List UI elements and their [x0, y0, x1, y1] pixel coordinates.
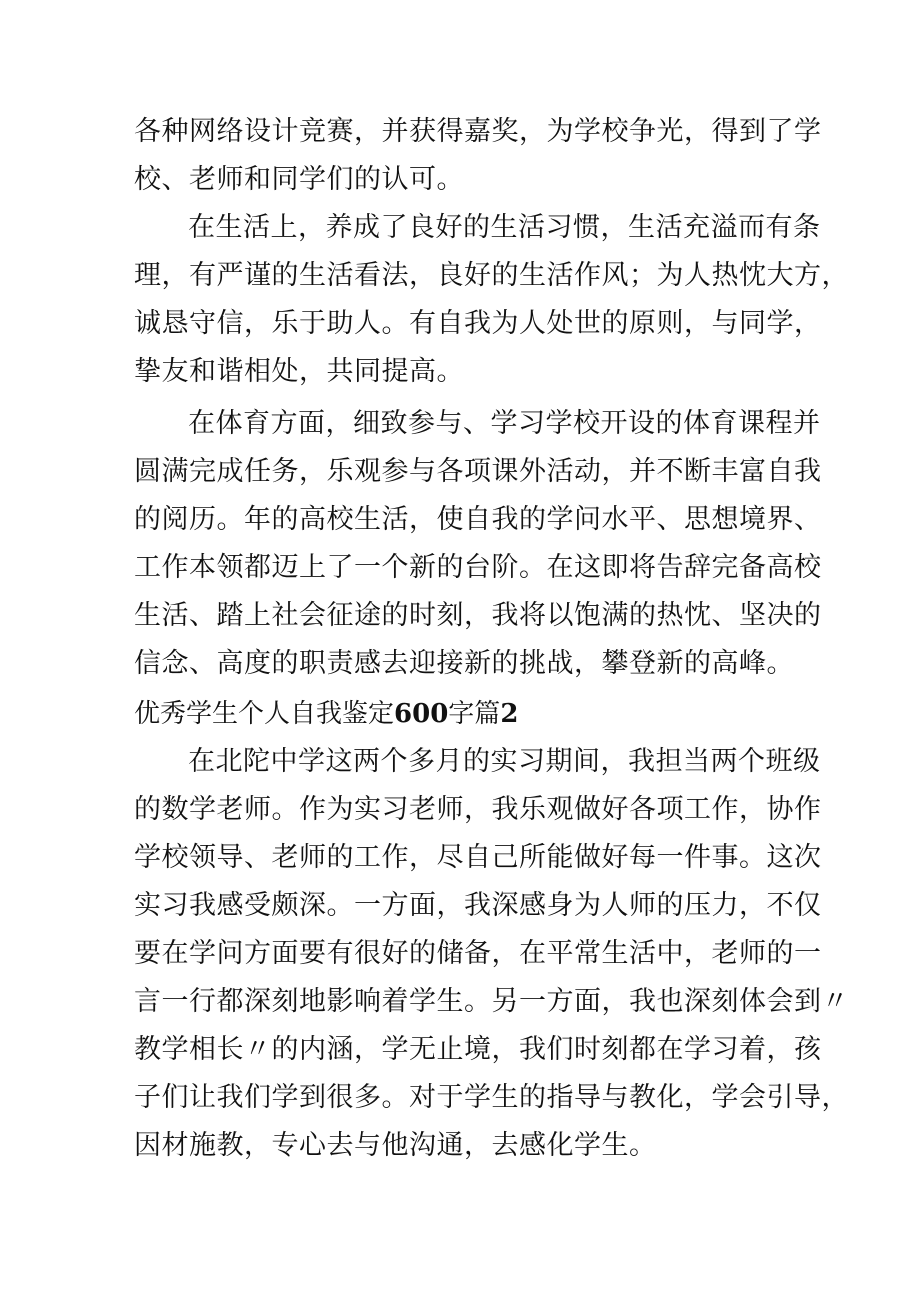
paragraph-life [134, 204, 849, 396]
text-line: 学校领导、老师的工作，尽自己所能做好每一件事。这次 [134, 842, 822, 873]
text-line: 子们让我们学到很多。对于学生的指导与教化，学会引导， [134, 1082, 849, 1113]
heading-number: 600 [394, 699, 449, 729]
text-line: 在北陀中学这两个多月的实习期间，我担当两个班级 [188, 746, 821, 777]
text-line: 挚友和谐相处，共同提高。 [134, 356, 464, 387]
text-line: 诚恳守信，乐于助人。有自我为人处世的原则，与同学， [134, 308, 822, 339]
text-line: 圆满完成任务，乐观参与各项课外活动，并不断丰富自我 [134, 456, 822, 487]
paragraph-competition [134, 108, 822, 204]
text-line: 信念、高度的职责感去迎接新的挑战，攀登新的高峰。 [134, 648, 794, 679]
text-line: 教学相长〃的内涵，学无止境，我们时刻都在学习着，孩 [134, 1034, 822, 1065]
text-line: 理，有严谨的生活看法，良好的生活作风；为人热忱大方， [134, 260, 849, 291]
heading-index: 2 [500, 699, 519, 729]
heading-prefix: 优秀学生个人自我鉴定 [134, 699, 395, 729]
text-line: 的阅历。年的高校生活，使自我的学问水平、思想境界、 [134, 504, 822, 535]
text-line: 因材施教，专心去与他沟通，去感化学生。 [134, 1130, 657, 1161]
text-line: 在体育方面，细致参与、学习学校开设的体育课程并 [188, 408, 821, 439]
text-line: 工作本领都迈上了一个新的台阶。在这即将告辞完备高校 [134, 552, 822, 583]
heading-middle: 字篇 [448, 699, 501, 729]
text-line: 实习我感受颇深。一方面，我深感身为人师的压力，不仅 [134, 890, 822, 921]
text-line: 生活、踏上社会征途的时刻，我将以饱满的热忱、坚决的 [134, 600, 822, 631]
text-line: 要在学问方面要有很好的储备，在平常生活中，老师的一 [134, 938, 822, 969]
section-heading [134, 690, 518, 738]
text-line: 言一行都深刻地影响着学生。另一方面，我也深刻体会到〃 [134, 986, 849, 1017]
text-line: 校、老师和同学们的认可。 [134, 164, 464, 195]
paragraph-internship [134, 738, 849, 1170]
text-line: 在生活上，养成了良好的生活习惯，生活充溢而有条 [188, 212, 821, 243]
text-line: 各种网络设计竞赛，并获得嘉奖，为学校争光，得到了学 [134, 116, 822, 147]
text-line: 的数学老师。作为实习老师，我乐观做好各项工作，协作 [134, 794, 822, 825]
paragraph-sports [134, 400, 822, 688]
